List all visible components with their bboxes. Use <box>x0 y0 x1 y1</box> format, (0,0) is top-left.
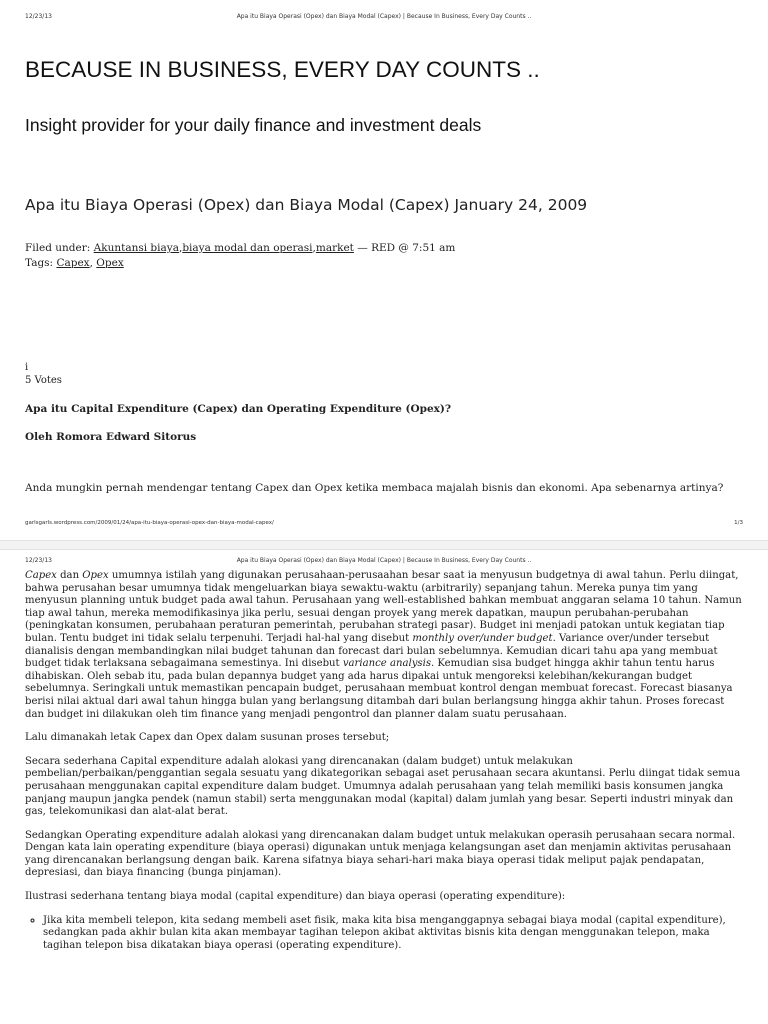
category-separator: , <box>312 242 316 254</box>
category-link-akuntansi-biaya[interactable]: Akuntansi biaya <box>93 242 179 254</box>
print-page-title: Apa itu Biaya Operasi (Opex) dan Biaya Modal (Capex) | Because In Business, Every Day Counts .. <box>236 13 532 20</box>
paragraph-budget <box>25 570 743 721</box>
category-separator: , <box>178 242 183 254</box>
vote-count: 5 Votes <box>25 375 62 386</box>
site-tagline: Insight provider for your daily finance and investment deals <box>25 115 482 135</box>
author-time: — RED @ 7:51 am <box>353 242 456 254</box>
post-meta <box>25 241 745 271</box>
text-run: . Variance over/under tersebut dianalisis dengan membandingkan nilai budget tahunan dan forecast dari bulan sebelumnya. Kemudian dicari tahu apa yang membuat budget tidak terlaksana sebagaimana semestinya. Ini disebut <box>25 632 718 670</box>
paragraph-illustration: Ilustrasi sederhana tentang biaya modal (capital expenditure) dan biaya operasi (operating expenditure): <box>25 891 566 903</box>
print-header <box>25 13 743 23</box>
print-footer <box>25 520 743 528</box>
tag-link-capex[interactable]: Capex <box>56 257 90 269</box>
article-body <box>25 570 743 952</box>
intro-paragraph: Anda mungkin pernah mendengar tentang Capex dan Opex ketika membaca majalah bisnis dan ekonomi. Apa sebenarnya artinya? <box>25 482 724 494</box>
print-header <box>25 557 743 567</box>
category-link-market[interactable]: market <box>315 242 354 254</box>
filed-under-label: Filed under: <box>25 242 91 254</box>
pdf-page-2 <box>0 548 768 1024</box>
illustration-list <box>25 915 743 953</box>
text-run: . Kemudian sisa budget hingga akhir tahun tentu harus dihabiskan. Oleh sebab itu, pada bulan depannya budget yang ada harus dipakai untuk mengoreksi kelebihan/kekurangan budget sebelumnya. Seringkali untuk memastikan pencapain budget, perusahaan membuat kontrol dengan membuat forecast. Forecast biasanya berisi nilai aktual dari awal tahun hingga bulan yang berlangsung ditambah dari bulan berlangsung hingga akhir tahun. Proses forecast dan budget ini dilakukan oleh tim finance yang menjadi pengontrol dan planner dalam suatu perusahaan. <box>25 658 733 720</box>
page-number: 1/3 <box>734 520 743 526</box>
print-page-title: Apa itu Biaya Operasi (Opex) dan Biaya Modal (Capex) | Because In Business, Every Day Counts .. <box>236 557 532 564</box>
tag-separator: , <box>89 257 97 269</box>
article-heading: Apa itu Capital Expenditure (Capex) dan Operating Expenditure (Opex)? <box>25 403 452 415</box>
em-capex: Capex <box>25 570 57 581</box>
site-title[interactable]: BECAUSE IN BUSINESS, EVERY DAY COUNTS .. <box>25 57 540 82</box>
tags-line <box>25 256 745 271</box>
tags-label: Tags: <box>25 257 54 269</box>
category-link-biaya-modal[interactable]: biaya modal dan operasi <box>182 242 313 254</box>
rating-widget <box>25 361 62 387</box>
print-url: garlsgarls.wordpress.com/2009/01/24/apa-itu-biaya-operasi-opex-dan-biaya-modal-capex/ <box>25 520 274 526</box>
list-item: ◦ Jika kita membeli telepon, kita sedang membeli aset fisik, maka kita bisa menganggapnya sebagai biaya modal (capital expenditure), sedangkan pada akhir bulan kita akan membayar tagihan telepon akibat aktivitas bisnis kita dengan menggunakan telepon, maka tagihan telepon bisa dikatakan biaya operasi (operating expenditure). <box>43 915 743 953</box>
em-variance-analysis: variance analysis <box>342 658 431 670</box>
text-run: umumnya istilah yang digunakan perusahaan-perusaahan besar saat ia menyusun budgetnya di awal tahun. Perlu diingat, bahwa perusahan besar umumnya tidak mengeluarkan biaya sewaktu-waktu (arbitrarily) sepanjang tahun. Mereka punya tim yang menyusun planning untuk budget pada awal tahun. Perusahaan yang well-established bahkan membuat anggaran selama 10 tahun. Namun tiap awal tahun, mereka memodifikasinya jika perlu, sesuai dengan proyek yang merek dapatkan, maupun perubahan-perubahan (peningkatan konsumen, perubahaan peraturan pemerintah, perubahan strategi pasar). Budget ini menjadi patokan untuk kegiatan tiap bulan. Tentu budget ini tidak selalu terpenuhi. Terjadi hal-hal yang disebut <box>25 570 742 644</box>
em-opex: Opex <box>82 570 109 581</box>
article-author: Oleh Romora Edward Sitorus <box>25 431 197 443</box>
paragraph-capex: Secara sederhana Capital expenditure adalah alokasi yang direncanakan (dalam budget) untuk melakukan pembelian/perbaikan/penggantian segala sesuatu yang dikategorikan sebagai aset perusahaan secara akuntansi. Perlu diingat tidak semua perusahaan menggunakan capital expenditure dalam budget. Umumnya adalah perusahaan yang telah memiliki basis konsumen jangka panjang maupun jangka pendek (namun stabil) serta menggunakan modal (kapital) dalam jumlah yang besar. Seperti industri minyak dan gas, telekomunikasi dan alat-alat berat. <box>25 755 741 818</box>
rating-icon[interactable]: i <box>25 362 29 373</box>
print-date: 12/23/13 <box>25 13 52 20</box>
paragraph-question: Lalu dimanakah letak Capex dan Opex dalam susunan proses tersebut; <box>25 732 390 744</box>
paragraph-opex: Sedangkan Operating expenditure adalah alokasi yang direncanakan dalam budget untuk melakukan operasih perusahaan secara normal. Dengan kata lain operating expenditure (biaya operasi) digunakan untuk menjaga kelangsungan aset dan menjamin aktivitas perusahaan yang direncanakan berlangsung dengan baik. Karena sifatnya biaya sehari-hari maka biaya operasi tidak meliput pajak pendapatan, depresiasi, dan biaya financing (bunga pinjaman). <box>25 829 736 879</box>
print-date: 12/23/13 <box>25 557 52 564</box>
em-monthly-budget: monthly over/under budget <box>412 632 553 644</box>
text-run: dan <box>56 570 83 581</box>
filed-under-line <box>25 241 745 256</box>
post-title: Apa itu Biaya Operasi (Opex) dan Biaya Modal (Capex) January 24, 2009 <box>25 196 588 214</box>
tag-link-opex[interactable]: Opex <box>96 257 124 269</box>
